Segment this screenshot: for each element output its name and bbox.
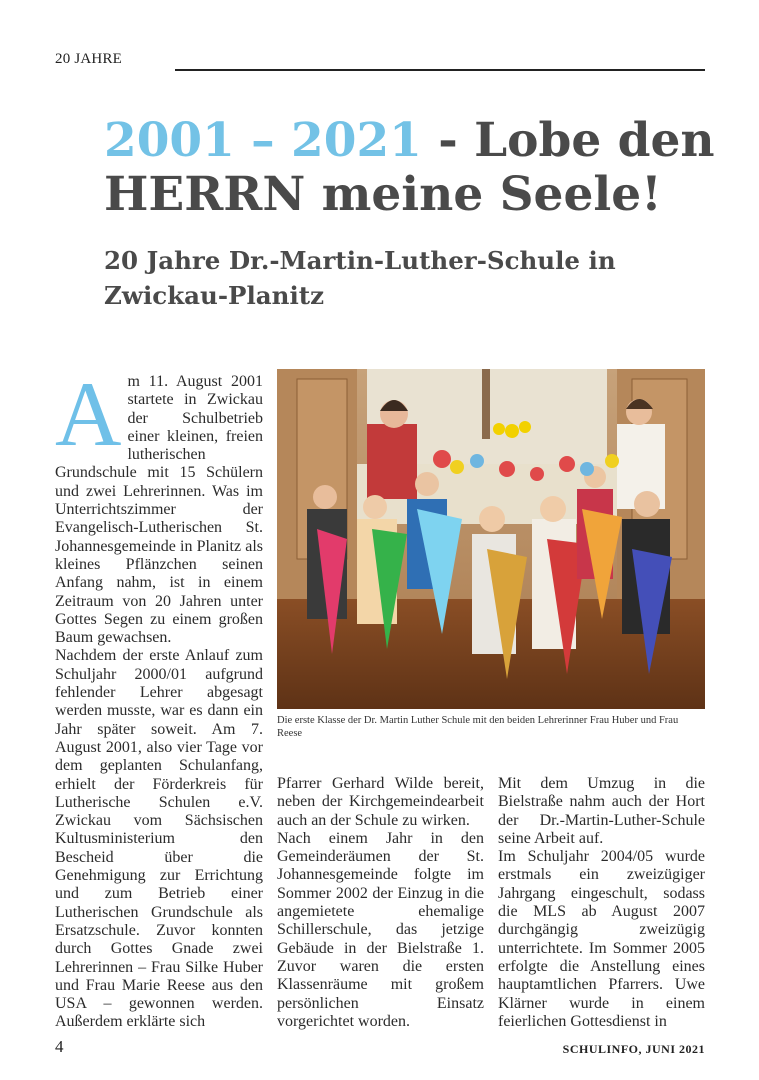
publication-label: SCHULINFO, JUNI 2021 bbox=[562, 1042, 705, 1056]
paragraph: Pfarrer Gerhard Wilde bereit, neben der Kirchgemeindearbeit auch an der Schule zu wirken. bbox=[277, 775, 484, 829]
title-rest: - Lobe den HERRN meine Seele! bbox=[104, 113, 715, 222]
header-rule bbox=[175, 69, 705, 71]
article-title bbox=[104, 114, 724, 222]
photo-caption: Die erste Klasse der Dr. Martin Luther Schule mit den beiden Lehrerinner Frau Huber und Frau Reese bbox=[277, 715, 679, 739]
drop-cap: A bbox=[55, 363, 122, 465]
text-column-1 bbox=[55, 363, 263, 1033]
paragraph: Nach einem Jahr in den Gemeinderäumen der St. Johannesgemeinde folgte im Sommer 2002 der Einzug in die angemietete ehemalige Schillerschule, das jetzige Gebäude in der Bielstraße 1. Zuvor waren die ersten Klassenräume mit großem persönlichen Einsatz vorgerichtet worden. bbox=[277, 829, 484, 1030]
paragraph: Im Schuljahr 2004/05 wurde erstmals ein zweizügiger Jahrgang eingeschult, sodass die MLS ab August 2007 durchgängig zweizügig unterrichtete. Im Sommer 2005 erfolgte die Anstellung eines hauptamtlichen Pfarrers. Uwe Klärner wurde in einem feierlichen Gottesdienst in bbox=[498, 848, 705, 1030]
page-number: 4 bbox=[55, 1037, 64, 1056]
paragraph: Nachdem der erste Anlauf zum Schuljahr 2000/01 aufgrund fehlender Lehrer abgesagt werden musste, war es dann ein Jahr später soweit. Am 7. August 2001, also vier Tage vor dem geplanten Schulanfang, erhielt der Förderkreis für Lutherische Schulen e.V. Zwickau vom Sächsischen Kultusministerium den Bescheid über die Genehmigung zur Errichtung und zum Betrieb einer Lutherischen Grundschule als Ersatzschule. Zuvor konnten durch Gottes Gnade zwei Lehrerinnen – Frau Silke Huber und Frau Marie Reese aus den USA – gewonnen werden. Außerdem erklärte sich bbox=[55, 647, 263, 1031]
paragraph-text: m 11. August 2001 startete in Zwickau der Schulbetrieb einer kleinen, freien lutherischen Grundschule mit 15 Schülern und zwei Lehrerinnen. Was im Unterrichtszimmer der Evangelisch-Lutherischen St. Johannesgemeinde in Planitz als kleines Pflänzchen seinen Anfang nahm, ist in einem Zeitraum von 20 Jahren unter Gottes Segen zu einem großen Baum gewachsen. bbox=[55, 373, 263, 647]
section-label: 20 JAHRE bbox=[55, 51, 123, 67]
article-subtitle: 20 Jahre Dr.-Martin-Luther-Schule in Zwickau-Planitz bbox=[104, 246, 616, 310]
paragraph bbox=[55, 363, 263, 647]
text-column-2 bbox=[277, 775, 484, 1033]
class-photo bbox=[277, 369, 705, 709]
title-year: 2001 – 2021 bbox=[104, 113, 422, 168]
paragraph: Mit dem Umzug in die Bielstraße nahm auch der Hort der Dr.-Martin-Luther-Schule seine Arbeit auf. bbox=[498, 775, 705, 847]
text-column-3 bbox=[498, 775, 705, 1033]
